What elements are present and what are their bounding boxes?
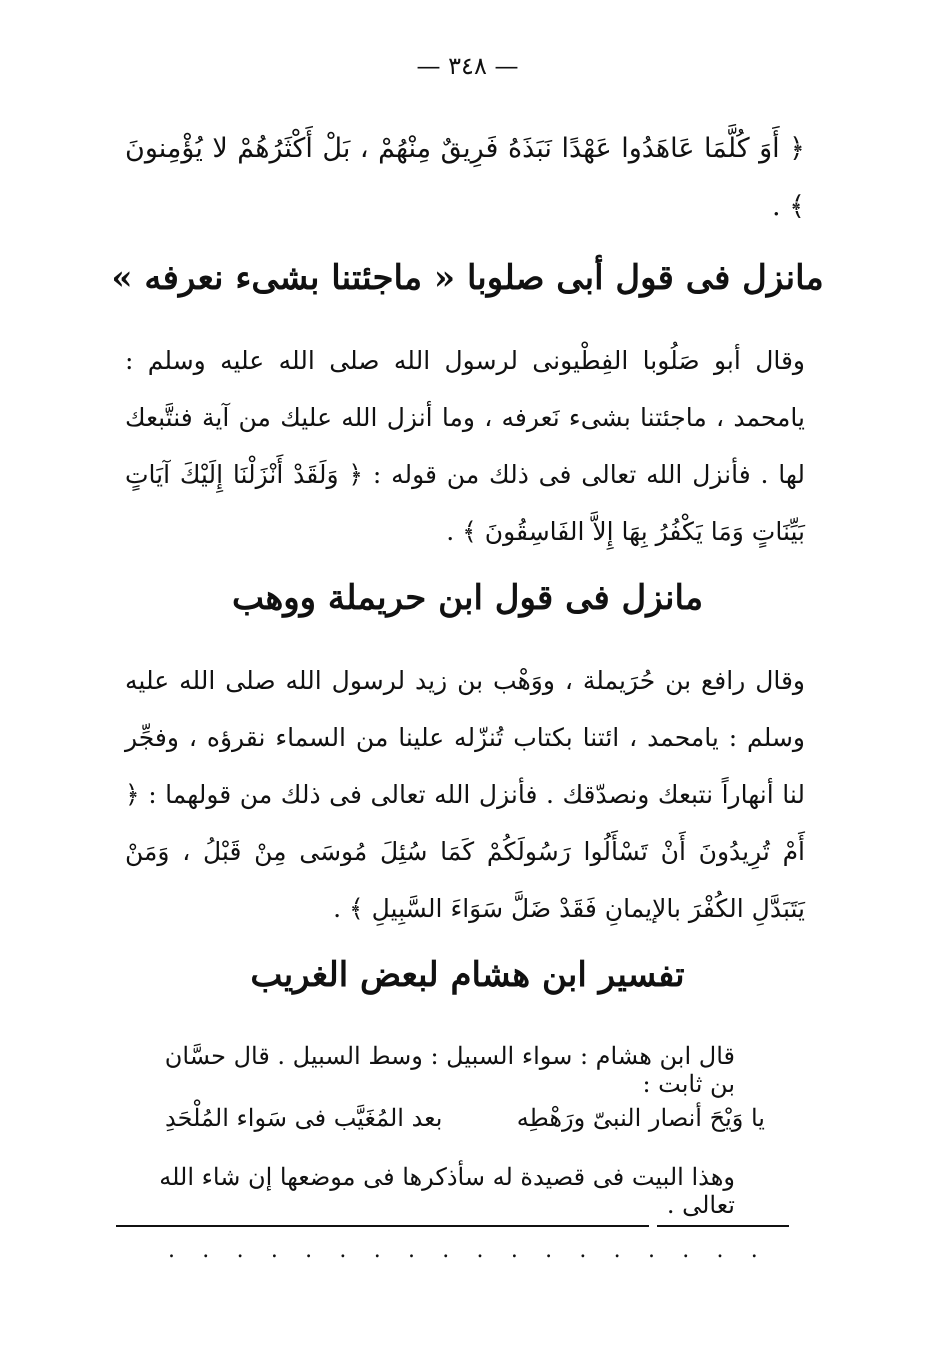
footer-dot: . (545, 1238, 553, 1263)
footer-dot: . (339, 1238, 347, 1263)
poem-hemistich-1: يا وَيْحَ أنصار النبىّ ورَهْطِه (516, 1104, 765, 1132)
page-number: — ٣٤٨ — (416, 52, 519, 80)
footer-dot: . (236, 1238, 244, 1263)
footer-dot: . (373, 1238, 381, 1263)
paragraph-3: قال ابن هشام : سواء السبيل : وسط السبيل . قال حسَّان بن ثابت : (164, 1042, 735, 1098)
footer-dot: . (613, 1238, 621, 1263)
poem-verse (165, 1104, 765, 1132)
quran-verse-1: ﴿ أَوَ كُلَّمَا عَاهَدُوا عَهْدًا نَبَذَهُ فَرِيقٌ مِنْهُمْ ، بَلْ أَكْثَرُهُمْ لا يُؤْمِنونَ ﴾ . (125, 133, 805, 222)
footer-dot: . (579, 1238, 587, 1263)
footnote-rule-right (657, 1225, 789, 1227)
footer-dot: . (750, 1238, 758, 1263)
footer-dot: . (202, 1238, 210, 1263)
poem-hemistich-2: بعد المُغَيَّب فى سَواء المُلْحَدِ (165, 1104, 443, 1132)
footer-dot: . (305, 1238, 313, 1263)
footer-dot: . (476, 1238, 484, 1263)
footer-dot: . (647, 1238, 655, 1263)
footer-dot: . (682, 1238, 690, 1263)
paragraph-4: وهذا البيت فى قصيدة له سأذكرها فى موضعها إن شاء الله تعالى . (159, 1163, 735, 1219)
footer-dot: . (168, 1238, 175, 1263)
paragraph-2: وقال رافع بن حُرَيملة ، ووَهْب بن زيد لرسول الله صلى الله عليه وسلم : يامحمد ، ائتنا بكتاب تُنزّله علينا من السماء نقرؤه ، وفجِّر لنا أنهاراً نتبعك ونصدّقك . فأنزل الله تعالى فى ذلك من قولهما : ﴿ أَمْ تُرِيدُونَ أَنْ تَسْأَلُوا رَسُولَكُمْ كَمَا سُئِلَ مُوسَى مِنْ قَبْلُ ، وَمَنْ يَتَبَدَّلِ الكُفْرَ بالإيمانِ فَقَدْ ضَلَّ سَوَاءَ السَّبِيلِ ﴾ . (125, 666, 805, 923)
section-heading-1: مانزل فى قول أبى صلوبا « ماجئتنا بشىء نعرفه » (111, 258, 824, 298)
footer-dot: . (407, 1238, 415, 1263)
footer-dots (168, 1238, 758, 1263)
footer-dot: . (510, 1238, 518, 1263)
section-heading-3: تفسير ابن هشام لبعض الغريب (250, 955, 685, 995)
paragraph-1: وقال أبو صَلُوبا الفِطْيونى لرسول الله صلى الله عليه وسلم : يامحمد ، ماجئتنا بشىء نَعرفه ، وما أنزل الله عليك من آية فنتَّبعك لها . فأنزل الله تعالى فى ذلك من قوله : ﴿ وَلَقَدْ أَنْزَلْنَا إِلَيْكَ آيَاتٍ بَيِّنَاتٍ وَمَا يَكْفُرُ بِهَا إِلاَّ الفَاسِقُونَ ﴾ . (125, 346, 805, 546)
footnote-rule-left (116, 1225, 649, 1227)
footer-dot: . (442, 1238, 450, 1263)
footer-dot: . (270, 1238, 278, 1263)
section-heading-2: مانزل فى قول ابن حريملة ووهب (231, 578, 704, 618)
footer-dot: . (716, 1238, 724, 1263)
